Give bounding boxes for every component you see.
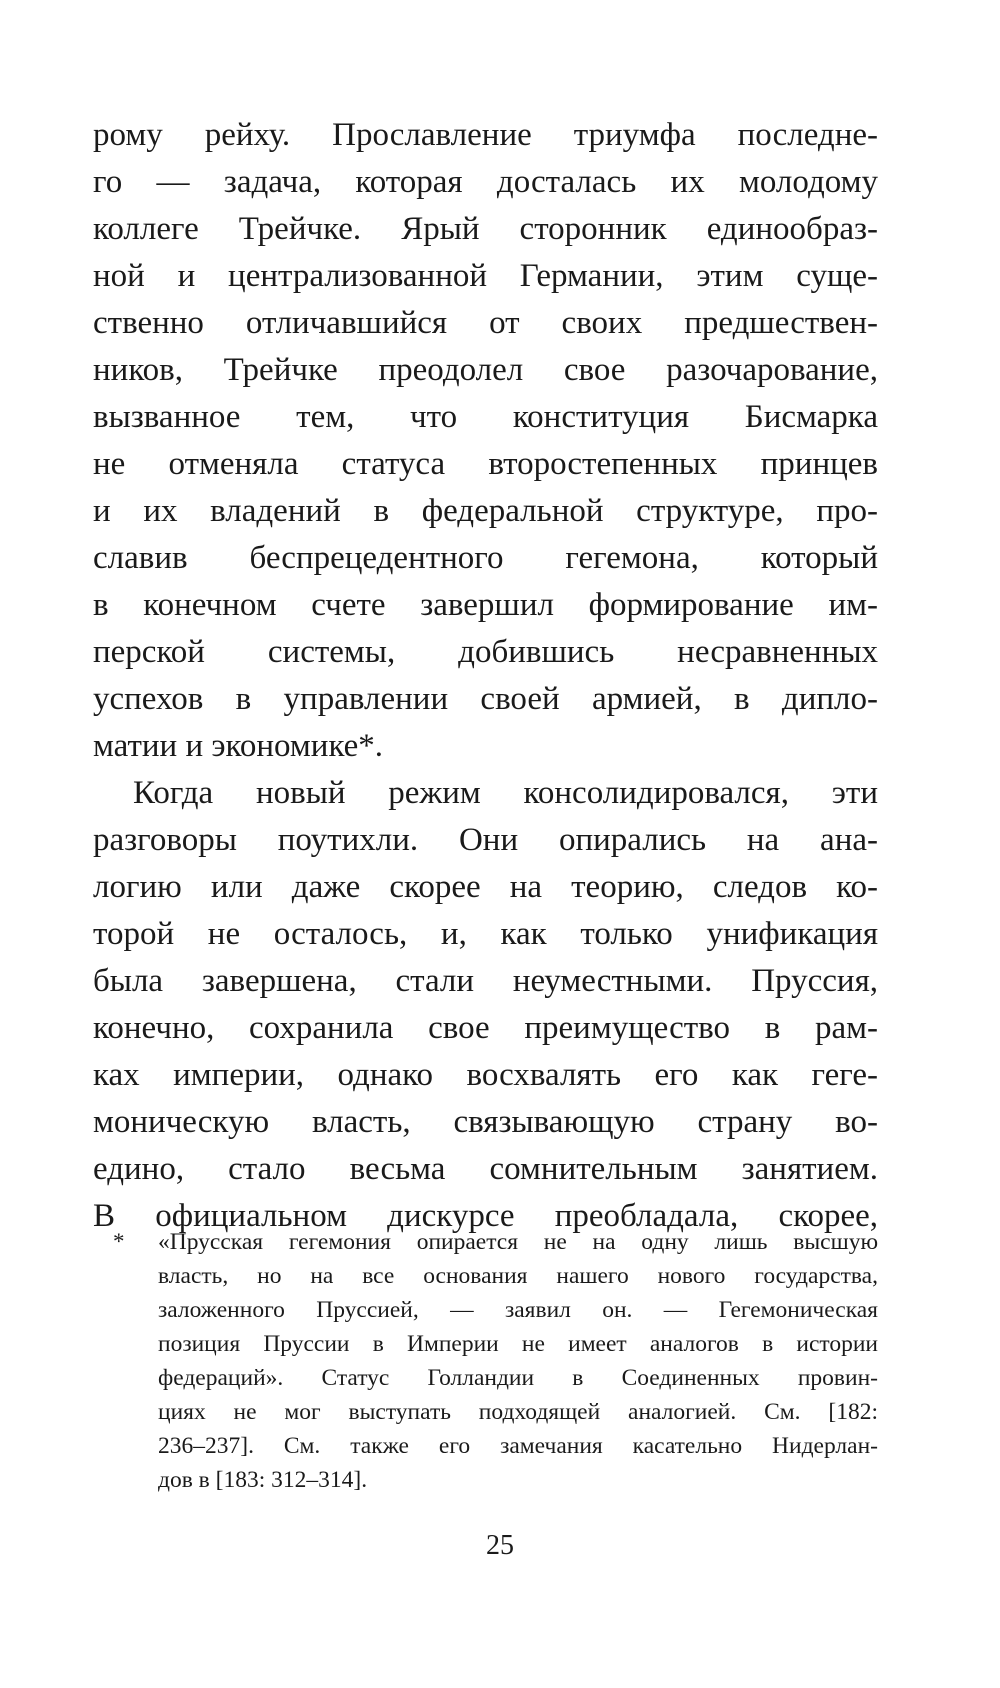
text-line: была завершена, стали неуместными. Пруссия, bbox=[93, 963, 878, 999]
footnote-line: позиция Пруссии в Империи не имеет аналогов в истории bbox=[158, 1331, 878, 1357]
text-line: едино, стало весьма сомнительным занятием. bbox=[93, 1151, 878, 1187]
footnote-line: дов в [183: 312–314]. bbox=[158, 1467, 368, 1493]
footnote-marker: * bbox=[113, 1229, 125, 1254]
main-text bbox=[93, 112, 878, 1240]
footnote bbox=[93, 1225, 878, 1497]
footnote-line: циях не мог выступать подходящей аналогией. См. [182: bbox=[158, 1399, 878, 1425]
footnote-line: 236–237]. См. также его замечания касательно Нидерлан- bbox=[158, 1433, 878, 1459]
text-line: ках империи, однако восхвалять его как геге- bbox=[93, 1057, 878, 1093]
text-line: ственно отличавшийся от своих предшествен- bbox=[93, 305, 878, 341]
text-line: коллеге Трейчке. Ярый сторонник единообраз- bbox=[93, 211, 878, 247]
text-line: вызванное тем, что конституция Бисмарка bbox=[93, 399, 878, 435]
text-line: моническую власть, связывающую страну во- bbox=[93, 1104, 878, 1140]
footnote-line: федераций». Статус Голландии в Соединенных провин- bbox=[158, 1365, 878, 1391]
text-line: Когда новый режим консолидировался, эти bbox=[133, 775, 878, 811]
text-line: ников, Трейчке преодолел свое разочарование, bbox=[93, 352, 878, 388]
text-line: успехов в управлении своей армией, в дипло- bbox=[93, 681, 878, 717]
text-line: рому рейху. Прославление триумфа последне- bbox=[93, 117, 878, 153]
text-line: и их владений в федеральной структуре, про- bbox=[93, 493, 878, 529]
text-line: в конечном счете завершил формирование им- bbox=[93, 587, 878, 623]
text-line: В официальном дискурсе преобладала, скорее, bbox=[93, 1198, 878, 1234]
text-line: матии и экономике*. bbox=[93, 728, 384, 764]
text-line: разговоры поутихли. Они опирались на ана- bbox=[93, 822, 878, 858]
footnote-line: власть, но на все основания нашего нового государства, bbox=[158, 1263, 878, 1289]
text-line: торой не осталось, и, как только унификация bbox=[93, 916, 878, 952]
footnote-line: «Прусская гегемония опирается не на одну лишь высшую bbox=[158, 1229, 878, 1255]
text-line: славив беспрецедентного гегемона, который bbox=[93, 540, 878, 576]
page-number: 25 bbox=[486, 1530, 514, 1561]
text-line: логию или даже скорее на теорию, следов ко- bbox=[93, 869, 878, 905]
footnote-line: заложенного Пруссией, — заявил он. — Гегемоническая bbox=[158, 1297, 878, 1323]
text-line: конечно, сохранила свое преимущество в рам- bbox=[93, 1010, 878, 1046]
text-line: го — задача, которая досталась их молодому bbox=[93, 164, 878, 200]
text-line: ной и централизованной Германии, этим суще- bbox=[93, 258, 878, 294]
text-line: перской системы, добившись несравненных bbox=[93, 634, 878, 670]
text-line: не отменяла статуса второстепенных принцев bbox=[93, 446, 878, 482]
